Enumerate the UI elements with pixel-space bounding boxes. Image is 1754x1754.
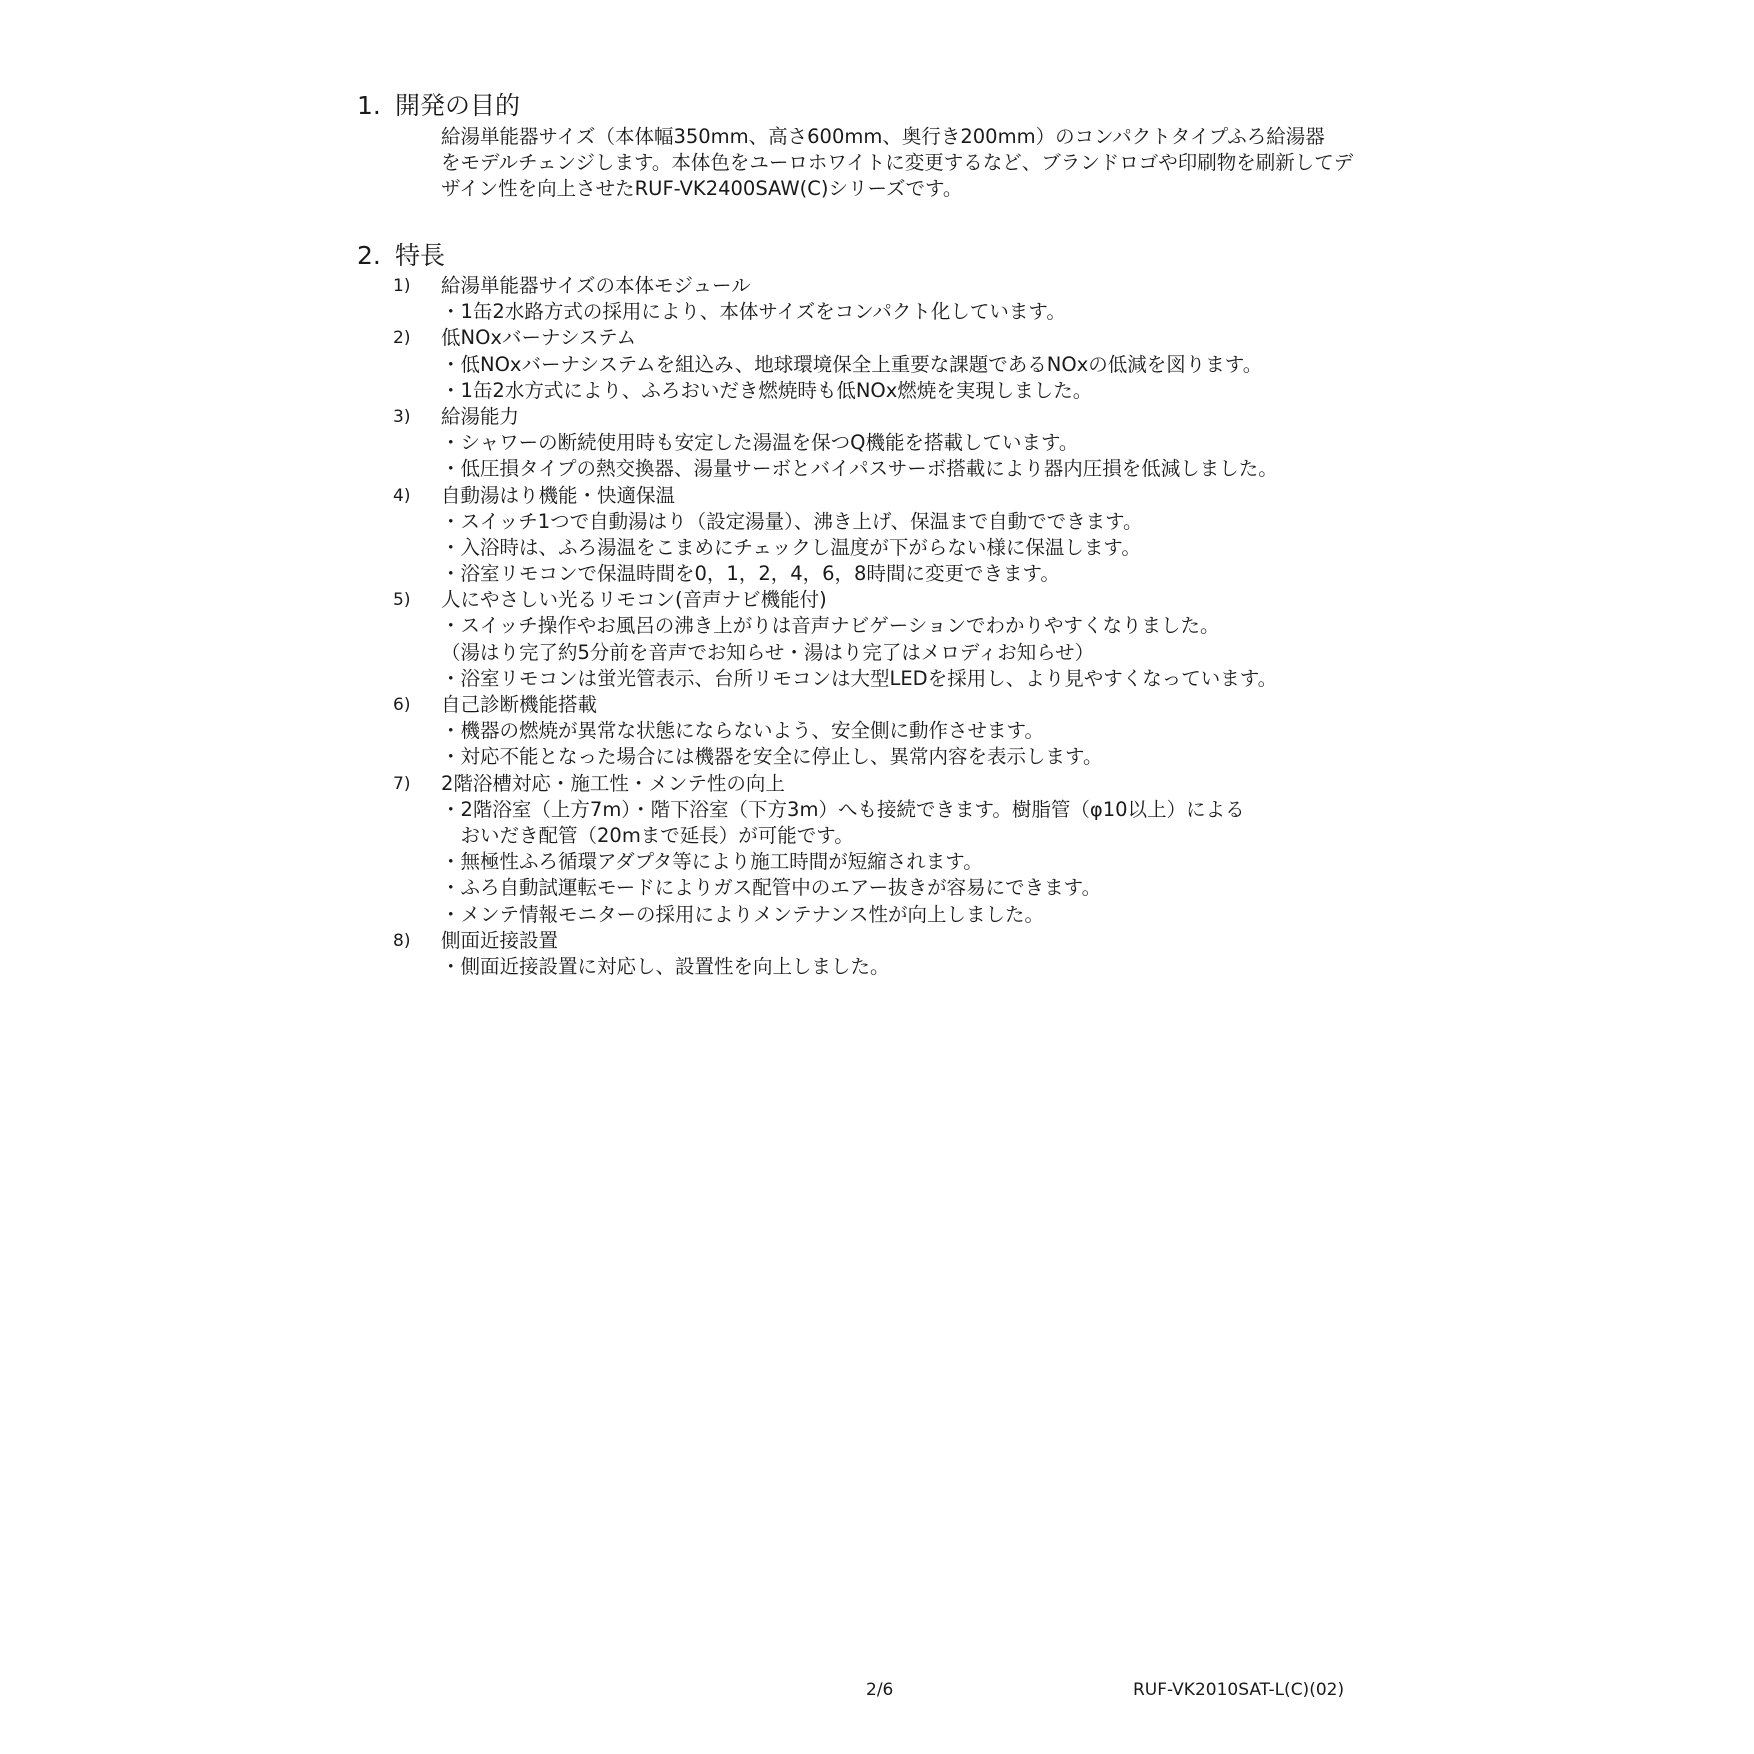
feature-item xyxy=(393,325,1393,404)
feature-item xyxy=(393,771,1393,928)
feature-item xyxy=(393,404,1393,483)
feature-line: ・スイッチ操作やお風呂の沸き上がりは音声ナビゲーションでわかりやすくなりました。 xyxy=(441,614,1220,638)
section-title: 開発の目的 xyxy=(395,91,521,120)
feature-line: ・浴室リモコンは蛍光管表示、台所リモコンは大型LEDを採用し、より見やすくなっています。 xyxy=(441,666,1278,690)
feature-number: 1) xyxy=(393,276,411,296)
purpose-line: 給湯単能器サイズ（本体幅350mm、高さ600mm、奥行き200mm）のコンパクトタイプふろ給湯器 xyxy=(441,125,1325,148)
feature-line: ・側面近接設置に対応し、設置性を向上しました。 xyxy=(441,954,890,978)
feature-title: 給湯単能器サイズの本体モジュール xyxy=(441,274,751,297)
document-code: RUF-VK2010SAT-L(C)(02) xyxy=(1133,1680,1345,1700)
feature-title: 2階浴槽対応・施工性・メンテ性の向上 xyxy=(441,771,785,795)
feature-item xyxy=(393,928,1393,980)
purpose-paragraph xyxy=(441,124,1421,202)
feature-line: ・浴室リモコンで保温時間を0，1，2，4，6，8時間に変更できます。 xyxy=(441,562,1060,586)
feature-item xyxy=(393,587,1393,692)
feature-number: 8) xyxy=(393,930,411,951)
feature-title-row xyxy=(393,587,1393,613)
page-number: 2/6 xyxy=(866,1680,894,1700)
feature-number: 6) xyxy=(393,695,411,715)
feature-item xyxy=(393,483,1393,588)
feature-line: ・1缶2水方式により、ふろおいだき燃焼時も低NOx燃焼を実現しました。 xyxy=(441,378,1093,402)
feature-number: 7) xyxy=(393,773,411,794)
section-number: 1. xyxy=(357,91,381,120)
feature-line: （湯はり完了約5分前を音声でお知らせ・湯はり完了はメロディお知らせ） xyxy=(441,640,1095,664)
purpose-line: ザイン性を向上させたRUF-VK2400SAW(C)シリーズです。 xyxy=(441,177,963,200)
feature-line: ・1缶2水路方式の採用により、本体サイズをコンパクト化しています。 xyxy=(441,300,1066,324)
feature-title: 自己診断機能搭載 xyxy=(441,693,598,716)
feature-number: 2) xyxy=(393,328,411,349)
feature-number: 5) xyxy=(393,590,411,611)
section-title: 特長 xyxy=(395,241,446,270)
feature-title: 側面近接設置 xyxy=(441,928,559,952)
feature-item xyxy=(393,273,1393,325)
feature-title-row xyxy=(393,273,1393,299)
feature-title: 自動湯はり機能・快適保温 xyxy=(441,483,676,507)
section-heading-purpose xyxy=(357,91,520,121)
feature-title-row xyxy=(393,771,1393,797)
feature-line: おいだき配管（20mまで延長）が可能です。 xyxy=(441,823,854,847)
feature-line: ・スイッチ1つで自動湯はり（設定湯量）、沸き上げ、保温まで自動でできます。 xyxy=(441,509,1143,533)
feature-title: 人にやさしい光るリモコン(音声ナビ機能付) xyxy=(441,588,827,612)
feature-list xyxy=(393,273,1393,980)
feature-number: 3) xyxy=(393,406,411,427)
feature-item xyxy=(393,692,1393,771)
feature-line: ・入浴時は、ふろ湯温をこまめにチェックし温度が下がらない様に保温します。 xyxy=(441,535,1141,559)
feature-title-row xyxy=(393,692,1393,718)
feature-line: ・対応不能となった場合には機器を安全に停止し、異常内容を表示します。 xyxy=(441,745,1103,769)
feature-line: ・2階浴室（上方7m）・階下浴室（下方3m）へも接続できます。樹脂管（φ10以上）による xyxy=(441,797,1245,821)
feature-title: 低NOxバーナシステム xyxy=(441,326,637,350)
section-heading-features xyxy=(357,241,445,271)
feature-title-row xyxy=(393,483,1393,509)
section-number: 2. xyxy=(357,241,381,270)
feature-title: 給湯能力 xyxy=(441,404,520,428)
feature-title-row xyxy=(393,404,1393,430)
feature-title-row xyxy=(393,325,1393,351)
feature-line: ・ふろ自動試運転モードによりガス配管中のエアー抜きが容易にできます。 xyxy=(441,876,1102,900)
feature-line: ・無極性ふろ循環アダプタ等により施工時間が短縮されます。 xyxy=(441,850,983,874)
feature-line: ・低圧損タイプの熱交換器、湯量サーボとバイパスサーボ搭載により器内圧損を低減しました。 xyxy=(441,457,1278,481)
feature-line: ・機器の燃焼が異常な状態にならないよう、安全側に動作させます。 xyxy=(441,719,1044,743)
feature-line: ・シャワーの断続使用時も安定した湯温を保つQ機能を搭載しています。 xyxy=(441,431,1079,455)
feature-number: 4) xyxy=(393,485,411,506)
feature-line: ・低NOxバーナシステムを組込み、地球環境保全上重要な課題であるNOxの低減を図ります。 xyxy=(441,352,1263,376)
feature-line: ・メンテ情報モニターの採用によりメンテナンス性が向上しました。 xyxy=(441,902,1044,926)
feature-title-row xyxy=(393,928,1393,954)
purpose-line: をモデルチェンジします。本体色をユーロホワイトに変更するなど、ブランドロゴや印刷物を刷新してデ xyxy=(441,151,1354,174)
